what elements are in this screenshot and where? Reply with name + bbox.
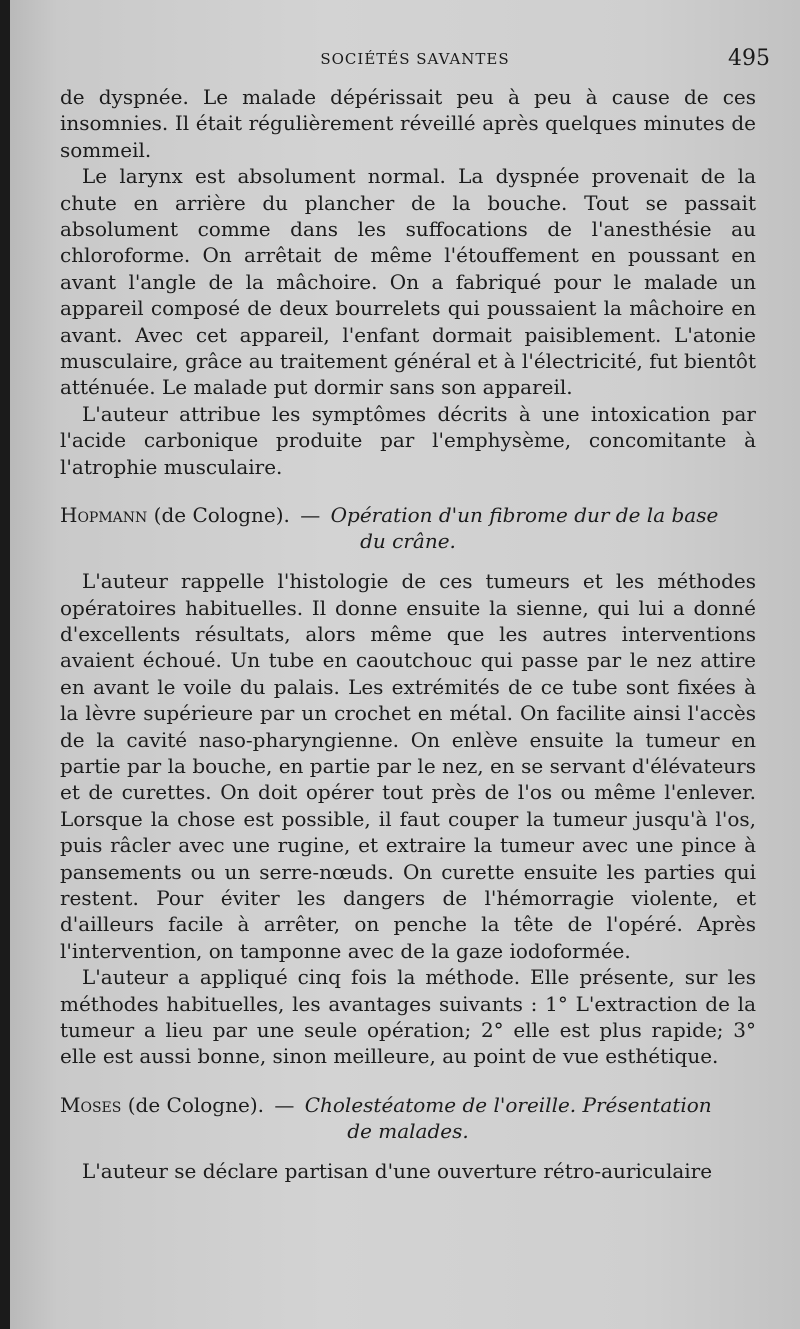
entry-author: Hopmann — [60, 503, 148, 528]
page-header — [60, 44, 770, 76]
book-page — [10, 0, 800, 1329]
entry-title-line1: Cholestéatome de l'oreille. Présentation — [304, 1092, 712, 1117]
paragraph-conclusion: L'auteur attribue les symptômes décrits à une intoxication par l'acide carbonique produite par l'emphysème, concomitante à l'atrophie musculaire. — [60, 401, 756, 479]
entry-title-line2: de malades. — [347, 1118, 469, 1143]
page-number: 495 — [728, 46, 770, 71]
paragraph-moses: L'auteur se déclare partisan d'une ouverture rétro-auriculaire — [82, 1158, 713, 1183]
entry-dash: — — [274, 1092, 295, 1117]
entry-place: (de Cologne). — [127, 1092, 264, 1117]
entry-heading-hopmann — [60, 502, 756, 554]
paragraph-hopmann-method: L'auteur rappelle l'histologie de ces tumeurs et les méthodes opératoires habituelles. Il donne ensuite la sienne, qui lui a donné d'excellents résultats, alors même que les autres interventions avaient échoué. Un tube en caoutchouc qui passe par le nez attire en avant le voile du palais. Les extrémités de ce tube sont fixées à la lèvre supérieure par un crochet en métal. On facilite ainsi l'accès de la cavité naso-pharyngienne. On enlève ensuite la tumeur en partie par la bouche, en partie par le nez, en se servant d'élévateurs et de curettes. On doit opérer tout près de l'os ou même l'enlever. Lorsque la chose est possible, il faut couper la tumeur jusqu'à l'os, puis râcler avec une rugine, et extraire la tumeur avec une pince à pansements ou un serre-nœuds. On curette ensuite les parties qui restent. Pour éviter les dangers de l'hémorragie violente, et d'ailleurs facile à arrêter, on penche la tête de l'opéré. Après l'intervention, on tamponne avec de la gaze iodoformée. — [60, 569, 756, 963]
running-title: SOCIÉTÉS SAVANTES — [320, 50, 510, 68]
entry-title-line2: du crâne. — [360, 529, 456, 554]
paragraph-hopmann-results: L'auteur a appliqué cinq fois la méthode. Elle présente, sur les méthodes habituelles, les avantages suivants : 1° L'extraction de la tumeur a lieu par une seule opération; 2° elle est plus rapide; 3° elle est aussi bonne, sinon meilleure, au point de vue esthétique. — [60, 965, 756, 1069]
entry-title-line1: Opération d'un fibrome dur de la base — [330, 503, 719, 528]
paragraph-larynx: Le larynx est absolument normal. La dyspnée provenait de la chute en arrière du plancher de la bouche. Tout se passait absolument comme dans les suffocations de l'anesthésie au chloroforme. On arrêtait de même l'étouffement en poussant en avant l'angle de la mâchoire. On a fabriqué pour le malade un appareil composé de deux bourrelets qui poussaient la mâchoire en avant. Avec cet appareil, l'enfant dormait paisiblement. L'atonie musculaire, grâce au traitement général et à l'électricité, fut bientôt atténuée. Le malade put dormir sans son appareil. — [60, 164, 756, 400]
entry-author: Moses — [60, 1092, 122, 1117]
entry-heading-moses — [60, 1092, 756, 1144]
entry-place: (de Cologne). — [153, 503, 290, 528]
page-content — [60, 84, 756, 1184]
entry-dash: — — [300, 503, 321, 528]
paragraph-continued: de dyspnée. Le malade dépérissait peu à peu à cause de ces insomnies. Il était régulièrement réveillé après quelques minutes de sommeil. — [60, 85, 756, 162]
